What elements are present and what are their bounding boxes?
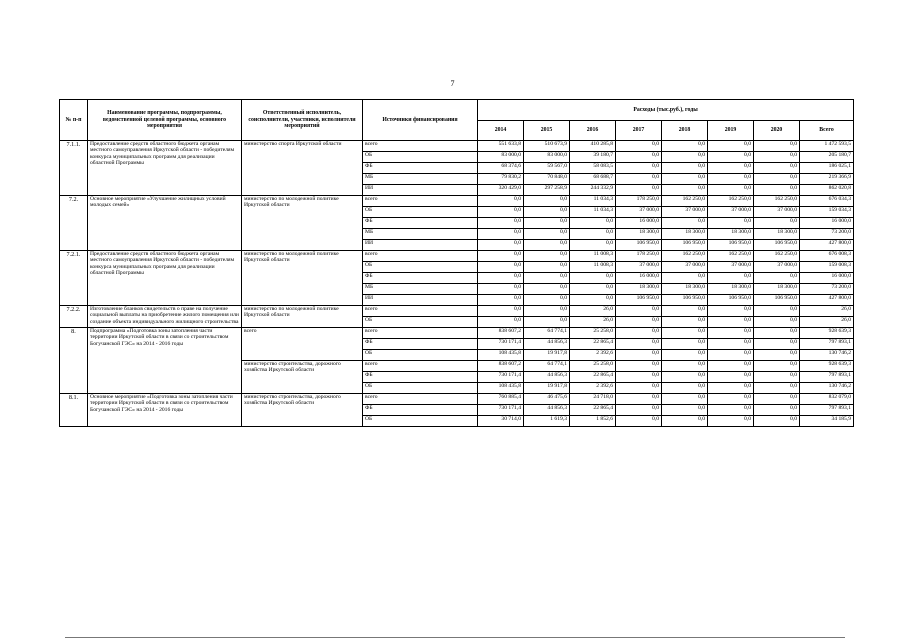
row-code: 7.2.2.	[60, 306, 88, 328]
year-value: 79 830,2	[478, 174, 524, 185]
year-value: 0,0	[754, 328, 800, 339]
year-value: 37 000,0	[708, 262, 754, 273]
row-code: 8.1.	[60, 394, 88, 427]
year-value: 0,0	[616, 328, 662, 339]
year-value: 70 848,0	[524, 174, 570, 185]
year-value: 0,0	[754, 339, 800, 350]
total-value: 797 893,1	[800, 339, 854, 350]
year-value: 0,0	[754, 218, 800, 229]
funding-source: всего	[363, 251, 478, 262]
total-value: 862 020,8	[800, 185, 854, 196]
year-value: 0,0	[662, 416, 708, 427]
year-value: 0,0	[662, 152, 708, 163]
total-value: 219 366,9	[800, 174, 854, 185]
year-value: 0,0	[616, 372, 662, 383]
year-value: 106 950,0	[662, 295, 708, 306]
year-value: 0,0	[616, 163, 662, 174]
row-name: Предоставление средств областного бюджета органам местного самоуправления Иркутской области - победителям конкурса муниципальных программ для реализации областной Программы	[88, 251, 242, 306]
year-value: 0,0	[662, 383, 708, 394]
page-number: 7	[450, 79, 455, 88]
year-value: 18 300,0	[616, 284, 662, 295]
year-value: 0,0	[524, 284, 570, 295]
funding-source: ИИ	[363, 240, 478, 251]
year-value: 0,0	[708, 339, 754, 350]
year-value: 26,0	[570, 306, 616, 317]
year-value: 106 950,0	[708, 240, 754, 251]
year-value: 0,0	[754, 317, 800, 328]
year-value: 25 258,0	[570, 328, 616, 339]
year-value: 0,0	[524, 251, 570, 262]
year-value: 0,0	[478, 295, 524, 306]
year-value: 0,0	[524, 262, 570, 273]
year-value: 0,0	[754, 273, 800, 284]
total-value: 186 025,1	[800, 163, 854, 174]
header-expenses: Расходы (тыс.руб.), годы	[478, 100, 854, 121]
year-value: 22 865,4	[570, 405, 616, 416]
total-value: 676 008,3	[800, 251, 854, 262]
year-value: 0,0	[478, 207, 524, 218]
year-value: 0,0	[524, 229, 570, 240]
year-value: 37 000,0	[754, 262, 800, 273]
year-value: 0,0	[570, 295, 616, 306]
year-value: 30 714,0	[478, 416, 524, 427]
year-value: 0,0	[754, 152, 800, 163]
funding-source: ИИ	[363, 295, 478, 306]
table-row	[60, 394, 854, 405]
year-value: 0,0	[754, 141, 800, 152]
funding-source: ФБ	[363, 405, 478, 416]
year-value: 0,0	[754, 372, 800, 383]
year-value: 0,0	[616, 350, 662, 361]
total-value: 16 000,0	[800, 273, 854, 284]
year-value: 37 000,0	[754, 207, 800, 218]
year-value: 0,0	[662, 405, 708, 416]
year-value: 0,0	[708, 163, 754, 174]
year-value: 162 250,0	[662, 251, 708, 262]
year-value: 0,0	[478, 251, 524, 262]
year-value: 0,0	[570, 240, 616, 251]
total-value: 205 180,7	[800, 152, 854, 163]
year-value: 0,0	[662, 361, 708, 372]
year-value: 0,0	[570, 229, 616, 240]
year-value: 0,0	[524, 317, 570, 328]
year-value: 58 083,5	[570, 163, 616, 174]
funding-source: ФБ	[363, 273, 478, 284]
year-value: 59 567,0	[524, 163, 570, 174]
total-value: 832 079,0	[800, 394, 854, 405]
header-year: 2014	[478, 121, 524, 141]
year-value: 0,0	[570, 218, 616, 229]
year-value: 16 000,0	[616, 218, 662, 229]
year-value: 0,0	[524, 306, 570, 317]
year-value: 37 000,0	[662, 262, 708, 273]
total-value: 26,0	[800, 306, 854, 317]
funding-source: ОБ	[363, 262, 478, 273]
year-value: 0,0	[478, 306, 524, 317]
table-row	[60, 251, 854, 262]
expenses-table	[59, 99, 854, 427]
year-value: 0,0	[570, 284, 616, 295]
year-value: 730 171,4	[478, 405, 524, 416]
year-value: 0,0	[616, 361, 662, 372]
total-value: 26,0	[800, 317, 854, 328]
table-row	[60, 196, 854, 207]
year-value: 18 300,0	[754, 229, 800, 240]
year-value: 410 285,8	[570, 141, 616, 152]
year-value: 0,0	[708, 317, 754, 328]
year-value: 162 250,0	[754, 196, 800, 207]
total-value: 676 034,3	[800, 196, 854, 207]
year-value: 0,0	[616, 174, 662, 185]
year-value: 730 171,4	[478, 339, 524, 350]
year-value: 0,0	[662, 174, 708, 185]
year-value: 37 000,0	[616, 262, 662, 273]
funding-source: ОБ	[363, 416, 478, 427]
total-value: 928 639,3	[800, 328, 854, 339]
header-sources: Источники финансирования	[363, 100, 478, 141]
year-value: 1 619,3	[524, 416, 570, 427]
page-bottom-rule	[65, 637, 845, 638]
funding-source: МБ	[363, 229, 478, 240]
total-value: 130 746,2	[800, 383, 854, 394]
year-value: 0,0	[708, 350, 754, 361]
year-value: 44 856,3	[524, 372, 570, 383]
row-code: 7.2.1.	[60, 251, 88, 306]
funding-source: ОБ	[363, 152, 478, 163]
year-value: 11 034,3	[570, 207, 616, 218]
year-value: 0,0	[708, 405, 754, 416]
funding-source: ФБ	[363, 339, 478, 350]
year-value: 24 718,0	[570, 394, 616, 405]
year-value: 18 300,0	[754, 284, 800, 295]
header-year: 2018	[662, 121, 708, 141]
funding-source: всего	[363, 361, 478, 372]
year-value: 0,0	[478, 273, 524, 284]
year-value: 0,0	[708, 174, 754, 185]
total-value: 73 200,0	[800, 229, 854, 240]
year-value: 37 000,0	[616, 207, 662, 218]
year-value: 730 171,4	[478, 372, 524, 383]
funding-source: всего	[363, 394, 478, 405]
row-code: 7.1.1.	[60, 141, 88, 196]
year-value: 838 607,2	[478, 361, 524, 372]
year-value: 0,0	[708, 185, 754, 196]
year-value: 11 008,3	[570, 262, 616, 273]
year-value: 178 250,0	[616, 251, 662, 262]
year-value: 0,0	[662, 328, 708, 339]
row-executor: министерство спорта Иркутской области	[242, 141, 363, 196]
row-name: Подпрограмма «Подготовка зоны затопления части территории Иркутской области в связи со строительством Богучанской ГЭС» на 2014 - 2016 годы	[88, 328, 242, 394]
year-value: 108 435,8	[478, 383, 524, 394]
year-value: 0,0	[616, 306, 662, 317]
year-value: 162 250,0	[708, 251, 754, 262]
year-value: 26,0	[570, 317, 616, 328]
year-value: 0,0	[616, 383, 662, 394]
year-value: 37 000,0	[662, 207, 708, 218]
year-value: 2 392,6	[570, 383, 616, 394]
total-value: 797 893,1	[800, 405, 854, 416]
year-value: 64 774,1	[524, 361, 570, 372]
year-value: 244 332,9	[570, 185, 616, 196]
year-value: 106 950,0	[662, 240, 708, 251]
year-value: 0,0	[478, 218, 524, 229]
funding-source: ФБ	[363, 163, 478, 174]
row-executor: министерство по молодежной политике Иркутской области	[242, 251, 363, 306]
header-year: 2015	[524, 121, 570, 141]
year-value: 0,0	[662, 306, 708, 317]
year-value: 37 000,0	[708, 207, 754, 218]
year-value: 0,0	[478, 262, 524, 273]
funding-source: ОБ	[363, 207, 478, 218]
year-value: 106 950,0	[708, 295, 754, 306]
funding-source: ФБ	[363, 372, 478, 383]
row-name: Предоставление средств областного бюджета органам местного самоуправления Иркутской области - победителям конкурса муниципальных программ для реализации областной Программы	[88, 141, 242, 196]
year-value: 16 000,0	[616, 273, 662, 284]
row-code: 8.	[60, 328, 88, 394]
year-value: 162 250,0	[754, 251, 800, 262]
funding-source: ОБ	[363, 383, 478, 394]
table-row	[60, 141, 854, 152]
total-value: 73 200,0	[800, 284, 854, 295]
year-value: 0,0	[708, 394, 754, 405]
year-value: 18 300,0	[616, 229, 662, 240]
year-value: 0,0	[524, 218, 570, 229]
year-value: 760 885,4	[478, 394, 524, 405]
year-value: 0,0	[662, 218, 708, 229]
year-value: 0,0	[708, 328, 754, 339]
year-value: 0,0	[662, 394, 708, 405]
year-value: 19 917,8	[524, 350, 570, 361]
funding-source: ФБ	[363, 218, 478, 229]
year-value: 0,0	[708, 141, 754, 152]
row-executor: министерство строительства, дорожного хозяйства Иркутской области	[242, 394, 363, 427]
year-value: 44 856,3	[524, 339, 570, 350]
year-value: 0,0	[708, 383, 754, 394]
funding-source: МБ	[363, 174, 478, 185]
header-year: 2016	[570, 121, 616, 141]
year-value: 178 250,0	[616, 196, 662, 207]
header-year: 2019	[708, 121, 754, 141]
year-value: 25 258,0	[570, 361, 616, 372]
year-value: 0,0	[616, 141, 662, 152]
year-value: 320 429,0	[478, 185, 524, 196]
total-value: 1 472 593,5	[800, 141, 854, 152]
total-value: 16 000,0	[800, 218, 854, 229]
year-value: 46 475,6	[524, 394, 570, 405]
year-value: 108 435,8	[478, 350, 524, 361]
year-value: 0,0	[754, 306, 800, 317]
year-value: 1 852,6	[570, 416, 616, 427]
year-value: 106 950,0	[616, 295, 662, 306]
year-value: 18 300,0	[708, 229, 754, 240]
year-value: 0,0	[478, 196, 524, 207]
year-value: 0,0	[478, 240, 524, 251]
year-value: 0,0	[754, 350, 800, 361]
year-value: 0,0	[754, 416, 800, 427]
year-value: 0,0	[708, 372, 754, 383]
funding-source: всего	[363, 306, 478, 317]
year-value: 0,0	[524, 240, 570, 251]
total-value: 159 008,3	[800, 262, 854, 273]
table-row	[60, 306, 854, 317]
funding-source: всего	[363, 141, 478, 152]
year-value: 0,0	[708, 218, 754, 229]
year-value: 11 034,3	[570, 196, 616, 207]
year-value: 39 180,7	[570, 152, 616, 163]
year-value: 64 774,1	[524, 328, 570, 339]
year-value: 297 258,9	[524, 185, 570, 196]
funding-source: МБ	[363, 284, 478, 295]
funding-source: ОБ	[363, 350, 478, 361]
year-value: 0,0	[754, 163, 800, 174]
year-value: 18 300,0	[662, 229, 708, 240]
year-value: 0,0	[662, 317, 708, 328]
year-value: 0,0	[662, 350, 708, 361]
header-executor: Ответственный исполнитель, соисполнители, участники, исполнители мероприятий	[242, 100, 363, 141]
year-value: 0,0	[754, 383, 800, 394]
year-value: 0,0	[616, 405, 662, 416]
year-value: 510 673,9	[524, 141, 570, 152]
total-value: 427 800,0	[800, 240, 854, 251]
year-value: 68 688,7	[570, 174, 616, 185]
year-value: 0,0	[754, 174, 800, 185]
row-executor: всего	[242, 328, 363, 361]
row-executor: министерство по молодежной политике Иркутской области	[242, 196, 363, 251]
header-name: Наименование программы, подпрограммы, ведомственной целевой программы, основного мероприятия	[88, 100, 242, 141]
year-value: 0,0	[616, 394, 662, 405]
total-value: 34 185,9	[800, 416, 854, 427]
year-value: 162 250,0	[662, 196, 708, 207]
year-value: 0,0	[754, 185, 800, 196]
year-value: 11 008,3	[570, 251, 616, 262]
year-value: 22 865,4	[570, 372, 616, 383]
table-row	[60, 328, 854, 339]
year-value: 0,0	[708, 361, 754, 372]
year-value: 0,0	[754, 405, 800, 416]
year-value: 0,0	[708, 416, 754, 427]
funding-source: ОБ	[363, 317, 478, 328]
year-value: 0,0	[616, 185, 662, 196]
year-value: 0,0	[524, 273, 570, 284]
year-value: 19 917,8	[524, 383, 570, 394]
year-value: 0,0	[662, 163, 708, 174]
total-value: 928 639,3	[800, 361, 854, 372]
year-value: 83 000,0	[524, 152, 570, 163]
row-executor: министерство по молодежной политике Иркутской области	[242, 306, 363, 328]
header-year: 2017	[616, 121, 662, 141]
year-value: 0,0	[478, 229, 524, 240]
row-executor: министерство строительства, дорожного хозяйства Иркутской области	[242, 361, 363, 394]
funding-source: всего	[363, 196, 478, 207]
year-value: 18 300,0	[662, 284, 708, 295]
year-value: 106 950,0	[616, 240, 662, 251]
year-value: 0,0	[662, 185, 708, 196]
total-value: 130 746,2	[800, 350, 854, 361]
year-value: 0,0	[662, 273, 708, 284]
year-value: 0,0	[524, 196, 570, 207]
year-value: 83 000,0	[478, 152, 524, 163]
year-value: 18 300,0	[708, 284, 754, 295]
year-value: 0,0	[478, 284, 524, 295]
row-code: 7.2.	[60, 196, 88, 251]
funding-source: всего	[363, 328, 478, 339]
year-value: 838 607,2	[478, 328, 524, 339]
table-body	[60, 141, 854, 427]
year-value: 0,0	[570, 273, 616, 284]
total-value: 159 034,3	[800, 207, 854, 218]
year-value: 0,0	[524, 295, 570, 306]
year-value: 44 856,3	[524, 405, 570, 416]
header-year: 2020	[754, 121, 800, 141]
row-name: Основное мероприятие «Подготовка зоны затопления части территории Иркутской области в связи со строительством Богучанской ГЭС» на 2014 - 2016 годы	[88, 394, 242, 427]
year-value: 0,0	[524, 207, 570, 218]
year-value: 68 374,6	[478, 163, 524, 174]
header-num: № п-п	[60, 100, 88, 141]
total-value: 427 800,0	[800, 295, 854, 306]
year-value: 551 633,8	[478, 141, 524, 152]
year-value: 0,0	[662, 141, 708, 152]
year-value: 2 392,6	[570, 350, 616, 361]
year-value: 0,0	[708, 306, 754, 317]
funding-source: ИИ	[363, 185, 478, 196]
year-value: 162 250,0	[708, 196, 754, 207]
year-value: 0,0	[754, 394, 800, 405]
year-value: 0,0	[754, 361, 800, 372]
year-value: 0,0	[708, 273, 754, 284]
row-name: Изготовление бланков свидетельств о праве на получение социальной выплаты на приобретение жилого помещения или создание объекта индивидуального жилищного строительства	[88, 306, 242, 328]
row-name: Основное мероприятие «Улучшение жилищных условий молодых семей»	[88, 196, 242, 251]
year-value: 0,0	[616, 416, 662, 427]
year-value: 0,0	[662, 372, 708, 383]
year-value: 22 865,4	[570, 339, 616, 350]
year-value: 0,0	[662, 339, 708, 350]
year-value: 0,0	[616, 317, 662, 328]
year-value: 0,0	[616, 339, 662, 350]
year-value: 0,0	[478, 317, 524, 328]
year-value: 106 950,0	[754, 295, 800, 306]
total-value: 797 893,1	[800, 372, 854, 383]
year-value: 0,0	[616, 152, 662, 163]
header-total: Всего	[800, 121, 854, 141]
year-value: 106 950,0	[754, 240, 800, 251]
year-value: 0,0	[708, 152, 754, 163]
